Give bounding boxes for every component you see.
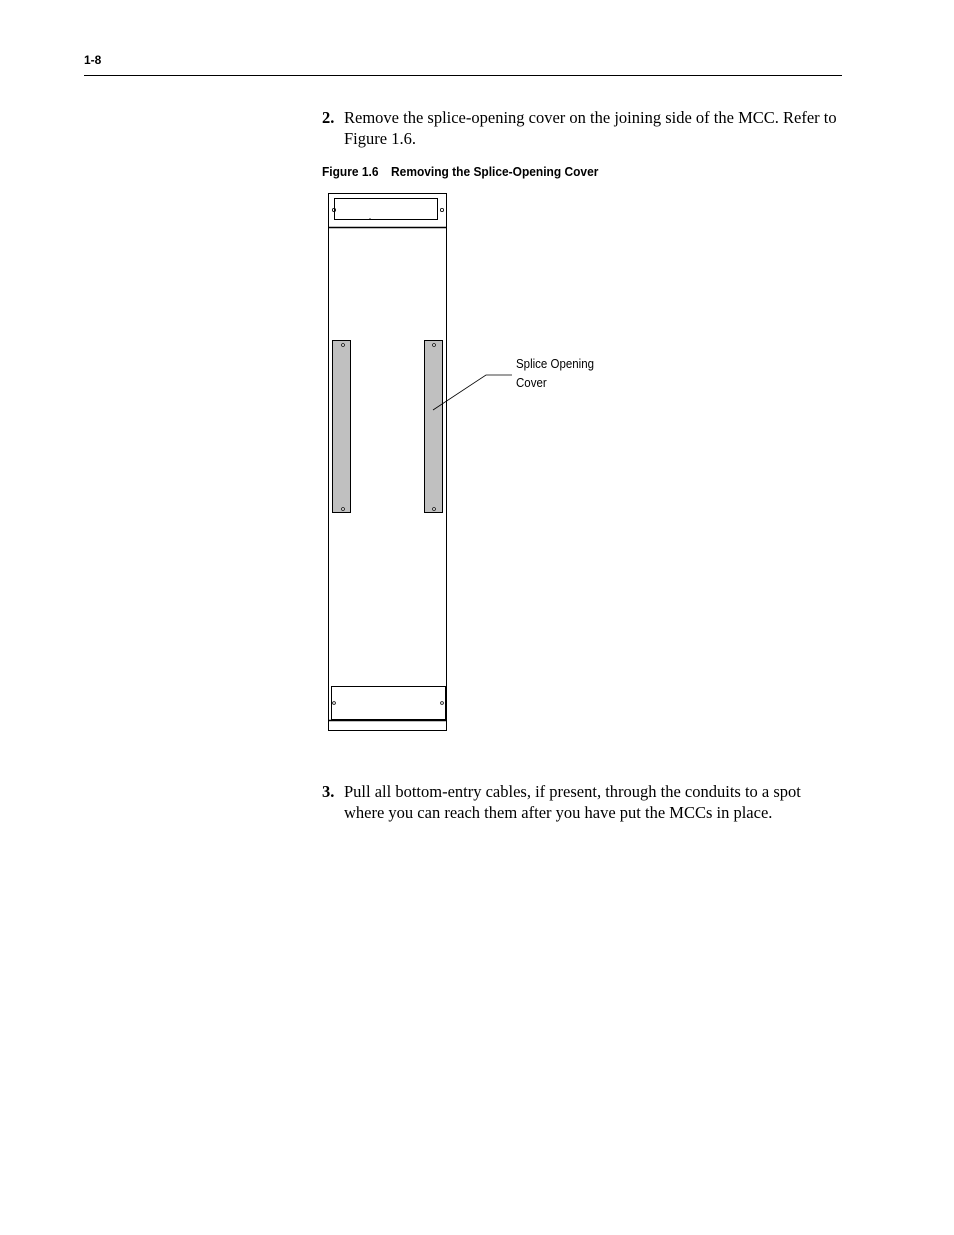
splice-cover-left-screw-bottom (342, 508, 345, 511)
step-3-number: 3. (322, 782, 335, 801)
step-3 (322, 781, 844, 823)
splice-cover-left (333, 341, 351, 513)
splice-cover-right-screw-bottom (433, 508, 436, 511)
top-panel (335, 199, 438, 220)
mcc-side-view-diagram (320, 188, 640, 738)
step-3-text: Pull all bottom-entry cables, if present, through the conduits to a spot where you can reach them after you have put the MCCs in place. (344, 782, 801, 822)
figure-caption (322, 164, 598, 179)
splice-cover-left-screw-top (342, 344, 345, 347)
header-rule (84, 75, 842, 76)
splice-opening-cover-callout (516, 355, 594, 393)
page-number: 1-8 (84, 53, 102, 67)
step-2 (322, 107, 844, 149)
figure-title: Removing the Splice-Opening Cover (391, 164, 599, 179)
bottom-panel (332, 687, 446, 720)
splice-cover-right (425, 341, 443, 513)
figure-label: Figure 1.6 (322, 164, 379, 179)
bottom-panel-screw-left (333, 702, 336, 705)
step-2-text: Remove the splice-opening cover on the joining side of the MCC. Refer to Figure 1.6. (344, 108, 837, 148)
step-2-number: 2. (322, 108, 335, 127)
callout-leader-line (433, 375, 512, 410)
top-panel-screw-right (440, 208, 443, 211)
callout-line-2: Cover (516, 376, 547, 390)
callout-line-1: Splice Opening (516, 357, 594, 371)
splice-cover-right-screw-top (433, 344, 436, 347)
bottom-panel-screw-right (441, 702, 444, 705)
